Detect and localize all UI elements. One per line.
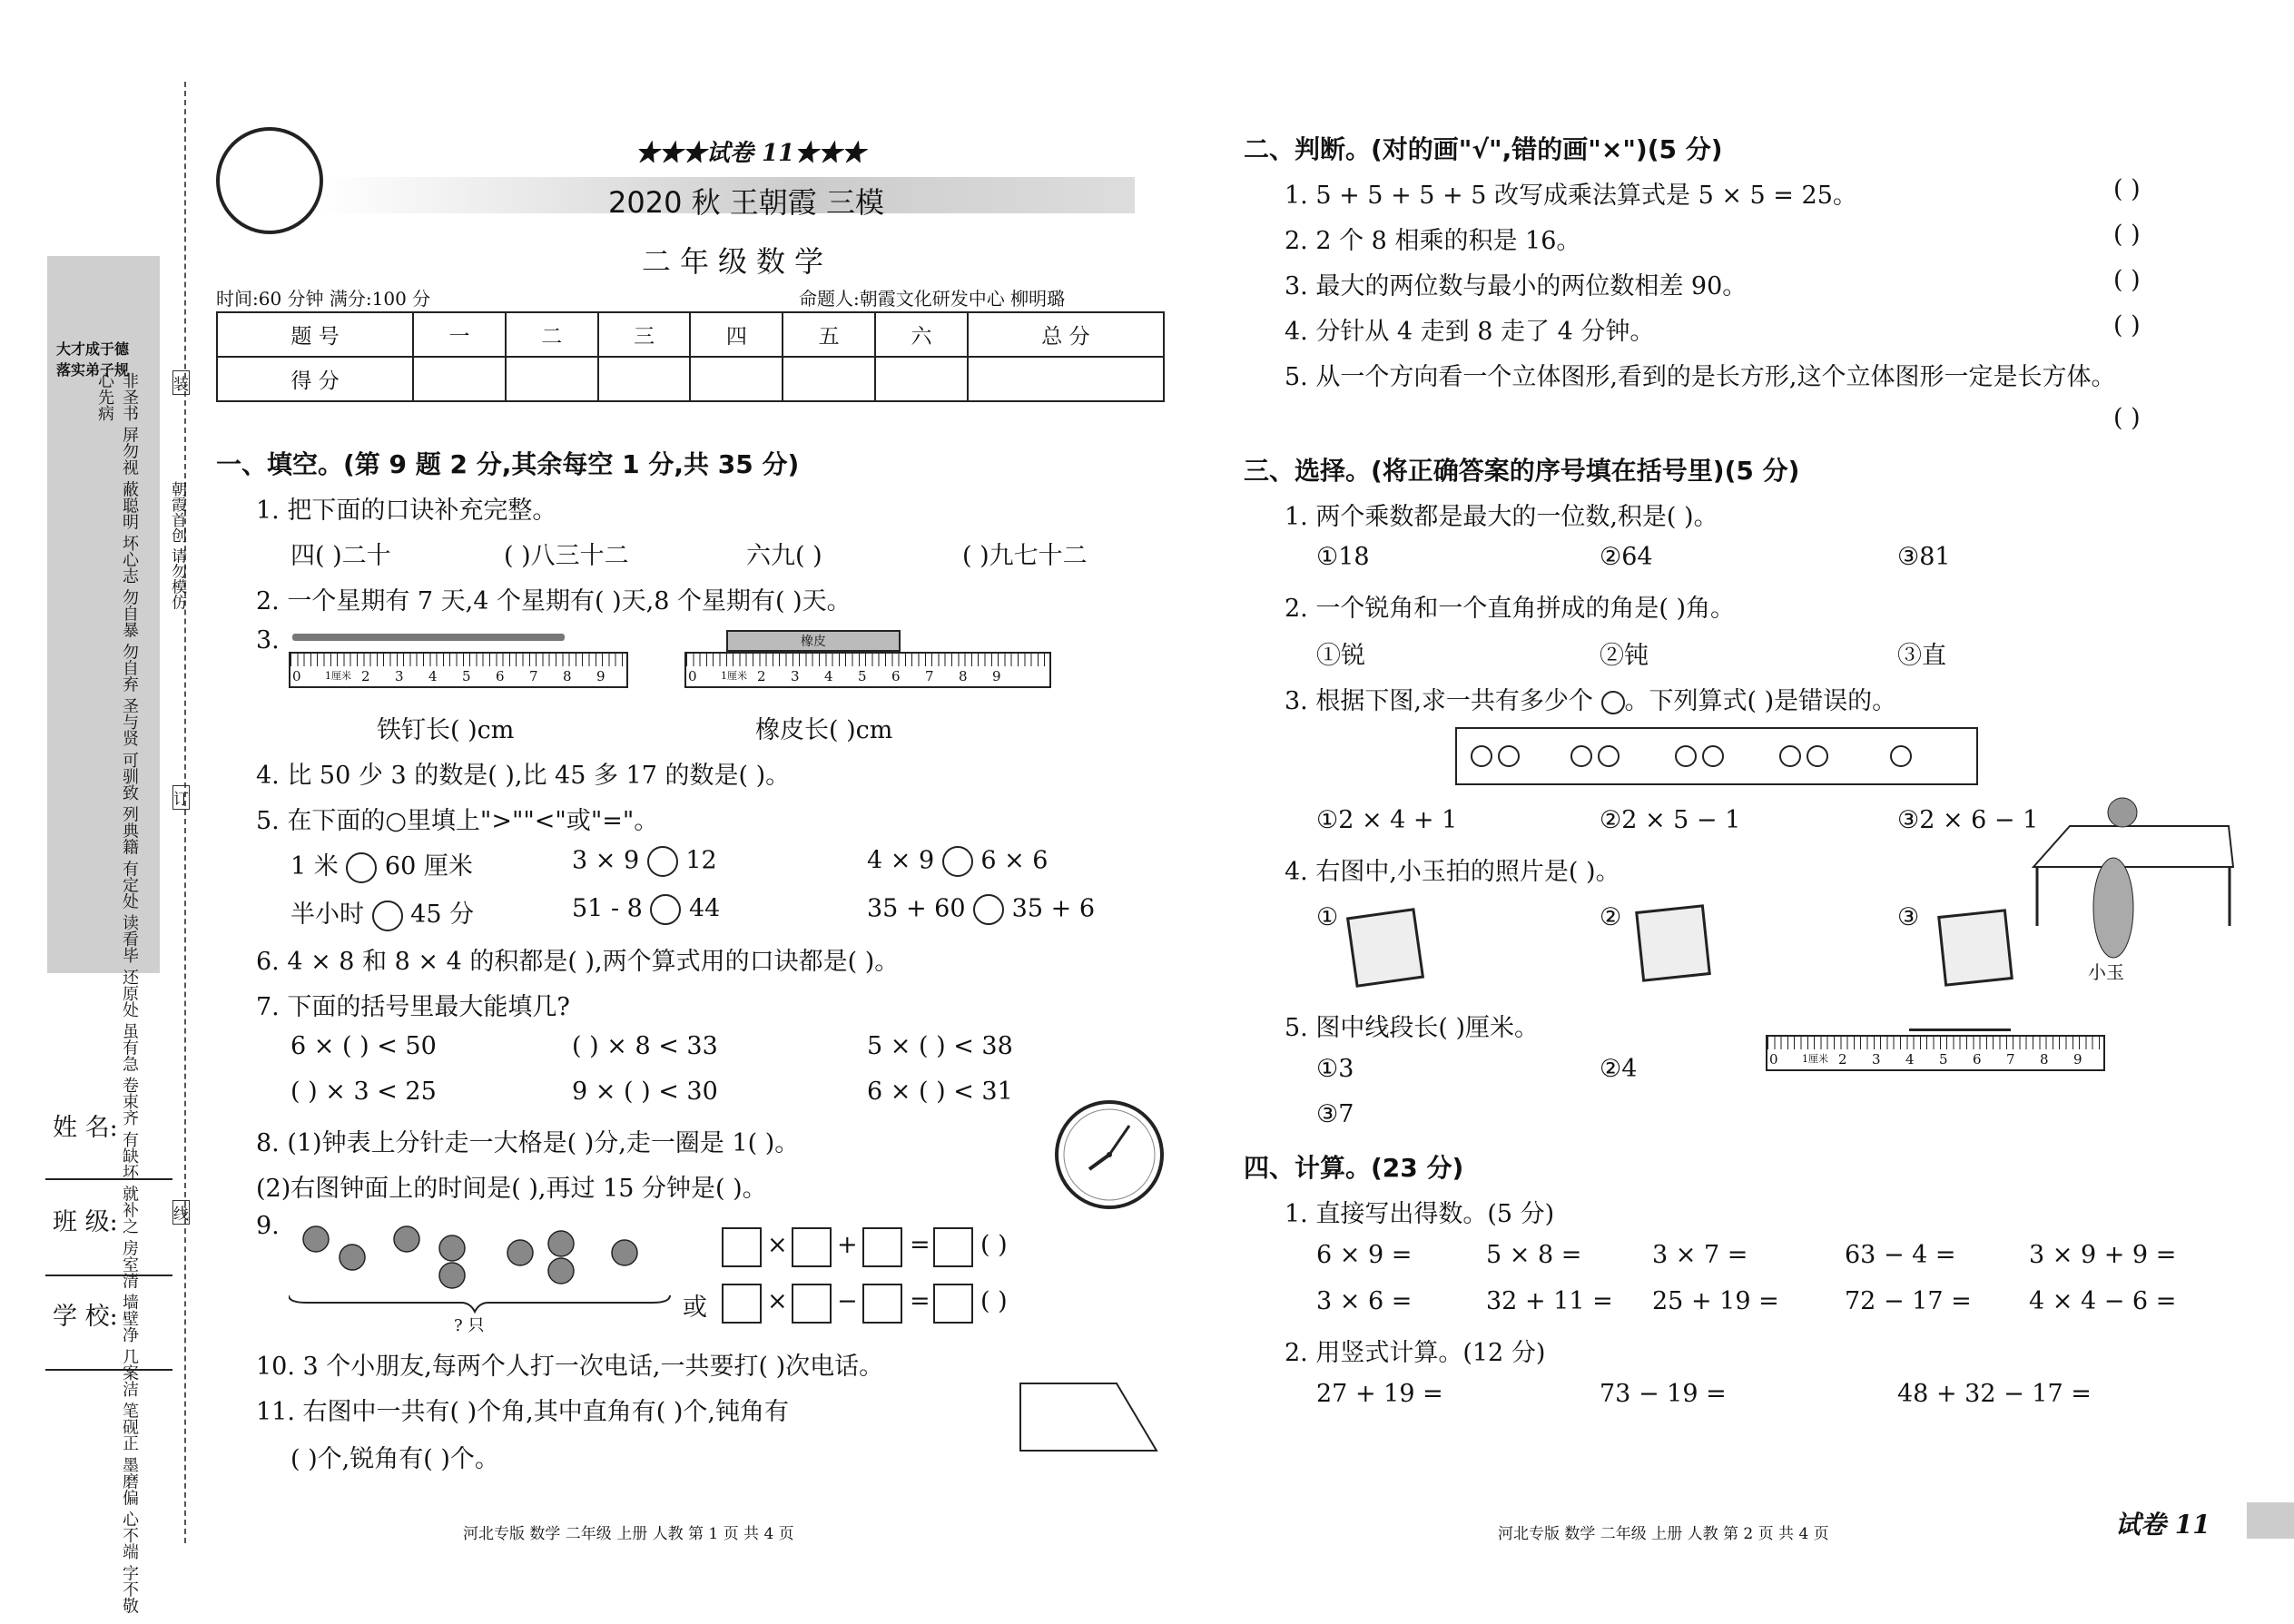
corner-paper-label: 试卷 11 — [2115, 1510, 2210, 1540]
section-1-title: 一、填空。(第 9 题 2 分,其余每空 1 分,共 35 分) — [216, 449, 800, 479]
equals-sign: = — [910, 1287, 930, 1315]
seal-mark-3: 线 — [172, 1200, 190, 1225]
score-cell[interactable] — [413, 357, 506, 401]
class-field-line[interactable] — [45, 1275, 172, 1276]
s3-q5-opt: ③7 — [1316, 1100, 1354, 1128]
eraser-image: 橡皮 — [726, 630, 901, 652]
answer-box[interactable] — [862, 1284, 902, 1324]
calc-item: 4 × 4 − 6 = — [2029, 1287, 2177, 1315]
s4-q2: 2. 用竖式计算。(12 分) — [1285, 1339, 1546, 1367]
sidebar-verse: 非圣书 屏勿视 蔽聪明 坏心志 勿自暴 勿自弃 圣与贤 可驯致 列典籍 有定处 读看毕 还原处 虽有急 卷束齐 有缺坏 就补之 房室清 墙壁净 几案洁 笔砚正 墨磨偏 心不端 字不敬 心先病 — [95, 372, 139, 1614]
score-header: 题 号 — [217, 312, 413, 357]
s2-item-3: 3. 最大的两位数与最小的两位数相差 90。 — [1285, 272, 1748, 300]
s1-q11b: ( )个,锐角有( )个。 — [290, 1445, 499, 1473]
s3-q4: 4. 右图中,小玉拍的照片是( )。 — [1285, 858, 1620, 886]
calc-item: 25 + 19 = — [1652, 1287, 1779, 1315]
circles-figure — [1454, 726, 1981, 788]
score-cell[interactable] — [783, 357, 875, 401]
s1-q8a: 8. (1)钟表上分针走一大格是( )分,走一圈是 1( )。 — [256, 1129, 800, 1157]
s3-q2-opt: ①锐 — [1316, 642, 1365, 670]
subject-title: 二年级数学 — [642, 244, 833, 279]
section-4-title: 四、计算。(23 分) — [1244, 1153, 1464, 1183]
section-3-title: 三、选择。(将正确答案的序号填在括号里)(5 分) — [1244, 456, 1800, 486]
s1-q5f: 35 + 60 35 + 6 — [867, 894, 1095, 925]
s3-q5-opt: ①3 — [1316, 1055, 1354, 1083]
photo-option-2 — [1635, 904, 1711, 982]
judge-paren[interactable]: ( ) — [2113, 311, 2141, 340]
s3-q2-opt: ③直 — [1897, 642, 1946, 670]
s1-q7e: 9 × ( ) < 30 — [572, 1078, 718, 1106]
equals-sign: = — [910, 1231, 930, 1259]
judge-paren[interactable]: ( ) — [2113, 221, 2141, 249]
answer-box[interactable] — [862, 1227, 902, 1267]
judge-paren[interactable]: ( ) — [2113, 266, 2141, 294]
calc-item: 32 + 11 = — [1486, 1287, 1613, 1315]
calc-item: 3 × 6 = — [1316, 1287, 1413, 1315]
s3-q3-opt: ①2 × 4 + 1 — [1316, 806, 1458, 834]
s3-q5-opt: ②4 — [1600, 1055, 1638, 1083]
s1-q10: 10. 3 个小朋友,每两个人打一次电话,一共要打( )次电话。 — [256, 1353, 884, 1381]
eraser-answer: 橡皮长( )cm — [755, 716, 893, 744]
nail-answer: 铁钉长( )cm — [377, 716, 515, 744]
score-header: 二 — [506, 312, 598, 357]
nail-image — [292, 634, 565, 641]
school-field-label: 学 校: — [53, 1303, 118, 1331]
vertical-calc-item: 48 + 32 − 17 = — [1897, 1380, 2092, 1408]
s1-q1: 1. 把下面的口诀补充完整。 — [256, 497, 557, 525]
s1-q5e: 51 - 8 44 — [572, 894, 720, 925]
s3-q5: 5. 图中线段长( )厘米。 — [1285, 1014, 1539, 1042]
s3-q1-opt: ①18 — [1316, 543, 1370, 571]
calc-item: 3 × 9 + 9 = — [2029, 1241, 2177, 1269]
s3-q3: 3. 根据下图,求一共有多少个 。下列算式( )是错误的。 — [1285, 687, 1897, 715]
s3-q2: 2. 一个锐角和一个直角拼成的角是( )角。 — [1285, 595, 1735, 623]
s3-q1-opt: ③81 — [1897, 543, 1951, 571]
chicks-illustration — [289, 1212, 679, 1321]
s1-q7f: 6 × ( ) < 31 — [867, 1078, 1013, 1106]
measured-segment — [1909, 1029, 2011, 1031]
seal-mark-2: 订 — [172, 785, 190, 810]
score-table — [216, 311, 1165, 402]
eraser-ruler: 0 1厘米 2 3 4 5 6 7 8 9 — [684, 652, 1051, 688]
s1-q1a: 四( )二十 — [290, 542, 391, 570]
nail-ruler: 0 1厘米 2 3 4 5 6 7 8 9 — [289, 652, 628, 688]
s1-q5: 5. 在下面的○里填上">""<"或"="。 — [256, 807, 659, 835]
answer-box[interactable] — [933, 1227, 973, 1267]
s1-q5d: 半小时 45 分 — [290, 894, 474, 931]
s1-q5c: 4 × 9 6 × 6 — [867, 846, 1048, 877]
score-cell[interactable] — [690, 357, 783, 401]
s1-q5b: 3 × 9 12 — [572, 846, 717, 877]
score-header: 六 — [875, 312, 968, 357]
s1-q5a: 1 米 60 厘米 — [290, 846, 473, 883]
s3-q1-opt: ②64 — [1600, 543, 1653, 571]
score-cell[interactable] — [506, 357, 598, 401]
s2-item-5: 5. 从一个方向看一个立体图形,看到的是长方形,这个立体图形一定是长方体。 — [1285, 363, 2116, 391]
corner-strip — [2247, 1502, 2294, 1539]
s2-item-1: 1. 5 + 5 + 5 + 5 改写成乘法算式是 5 × 5 = 25。 — [1285, 182, 1857, 210]
minus-sign: − — [837, 1287, 858, 1315]
answer-box[interactable] — [792, 1227, 832, 1267]
times-sign: × — [767, 1287, 788, 1315]
seal-mark-1: 装 — [172, 370, 190, 395]
or-label: 或 — [683, 1294, 707, 1322]
score-cell[interactable] — [598, 357, 691, 401]
photo-option-1 — [1346, 908, 1424, 988]
s1-q7d: ( ) × 3 < 25 — [290, 1078, 437, 1106]
motto-1: 大才成于德 — [56, 340, 130, 358]
s1-q7b: ( ) × 8 < 33 — [572, 1032, 718, 1060]
name-field-line[interactable] — [45, 1178, 172, 1180]
time-info: 时间:60 分钟 满分:100 分 — [216, 288, 431, 310]
calc-item: 6 × 9 = — [1316, 1241, 1413, 1269]
segment-ruler: 0 1厘米 2 3 4 5 6 7 8 9 — [1766, 1035, 2105, 1071]
s1-q6: 6. 4 × 8 和 8 × 4 的积都是( ),两个算式用的口诀都是( )。 — [256, 948, 900, 976]
s1-q1b: ( )八三十二 — [504, 542, 629, 570]
name-field-label: 姓 名: — [53, 1114, 118, 1142]
footer-page-2: 河北专版 数学 二年级 上册 人教 第 2 页 共 4 页 — [1498, 1525, 1829, 1543]
judge-paren[interactable]: ( ) — [2113, 404, 2141, 432]
answer-box[interactable] — [933, 1284, 973, 1324]
vertical-calc-item: 27 + 19 = — [1316, 1380, 1443, 1408]
brand-logo-seal — [216, 127, 323, 234]
s3-q2-opt: ②钝 — [1600, 642, 1649, 670]
calc-item: 5 × 8 = — [1486, 1241, 1582, 1269]
score-cell[interactable] — [875, 357, 968, 401]
s3-q3-opt: ③2 × 6 − 1 — [1897, 806, 2039, 834]
side-note: 朝霞首创 请勿模仿 — [168, 481, 186, 610]
calc-item: 3 × 7 = — [1652, 1241, 1748, 1269]
s3-q3-opt: ②2 × 5 − 1 — [1600, 806, 1741, 834]
times-sign: × — [767, 1231, 788, 1259]
s4-q1: 1. 直接写出得数。(5 分) — [1285, 1200, 1555, 1228]
score-header: 三 — [598, 312, 691, 357]
s1-q3: 3. — [256, 626, 280, 655]
s1-q7: 7. 下面的括号里最大能填几? — [256, 993, 570, 1021]
score-cell[interactable] — [968, 357, 1164, 401]
table-girl-illustration — [2015, 790, 2242, 971]
judge-paren[interactable]: ( ) — [2113, 175, 2141, 203]
score-header: 五 — [783, 312, 875, 357]
s3-q4-opt: ③ — [1897, 903, 1920, 931]
s1-q2: 2. 一个星期有 7 天,4 个星期有( )天,8 个星期有( )天。 — [256, 587, 852, 615]
class-field-label: 班 级: — [53, 1208, 118, 1236]
motto-2: 落实弟子规 — [56, 361, 130, 379]
score-row-label: 得 分 — [217, 357, 413, 401]
answer-box[interactable] — [722, 1227, 762, 1267]
plus-sign: + — [837, 1231, 858, 1259]
score-header: 一 — [413, 312, 506, 357]
author-info: 命题人:朝霞文化研发中心 柳明璐 — [799, 288, 1066, 310]
answer-box[interactable] — [722, 1284, 762, 1324]
s3-q4-opt: ① — [1316, 903, 1339, 931]
s2-item-4: 4. 分针从 4 走到 8 走了 4 分钟。 — [1285, 318, 1655, 346]
s2-item-2: 2. 2 个 8 相乘的积是 16。 — [1285, 227, 1581, 255]
s1-q8b: (2)右图钟面上的时间是( ),再过 15 分钟是( )。 — [256, 1175, 767, 1203]
girl-name: 小玉 — [2088, 961, 2124, 983]
photo-option-3 — [1937, 909, 2013, 987]
s1-q7c: 5 × ( ) < 38 — [867, 1032, 1013, 1060]
school-field-line[interactable] — [45, 1369, 172, 1371]
s1-q9: 9. — [256, 1212, 280, 1240]
score-header: 四 — [690, 312, 783, 357]
s3-q4-opt: ② — [1600, 903, 1622, 931]
answer-box[interactable] — [792, 1284, 832, 1324]
unit-paren: ( ) — [980, 1231, 1008, 1259]
binding-line — [184, 82, 186, 1543]
s1-q1d: ( )九七十二 — [962, 542, 1088, 570]
calc-item: 72 − 17 = — [1845, 1287, 1972, 1315]
s1-q1c: 六九( ) — [746, 542, 822, 570]
unit-paren: ( ) — [980, 1287, 1008, 1315]
paper-number: ★★★试卷 11★★★ — [635, 140, 866, 167]
section-2-title: 二、判断。(对的画"√",错的画"×")(5 分) — [1244, 134, 1723, 164]
score-header: 总 分 — [968, 312, 1164, 357]
trapezoid-figure — [1017, 1380, 1162, 1457]
footer-page-1: 河北专版 数学 二年级 上册 人教 第 1 页 共 4 页 — [463, 1525, 794, 1543]
clock-icon — [1053, 1098, 1166, 1211]
s3-q1: 1. 两个乘数都是最大的一位数,积是( )。 — [1285, 503, 1718, 531]
chicks-brace-label: ? 只 — [454, 1316, 485, 1335]
s1-q11a: 11. 右图中一共有( )个角,其中直角有( )个,钝角有 — [256, 1398, 789, 1426]
s1-q4: 4. 比 50 少 3 的数是( ),比 45 多 17 的数是( )。 — [256, 762, 791, 790]
exam-title: 2020 秋 王朝霞 三模 — [608, 185, 884, 220]
calc-item: 63 − 4 = — [1845, 1241, 1956, 1269]
s1-q7a: 6 × ( ) < 50 — [290, 1032, 437, 1060]
vertical-calc-item: 73 − 19 = — [1600, 1380, 1727, 1408]
